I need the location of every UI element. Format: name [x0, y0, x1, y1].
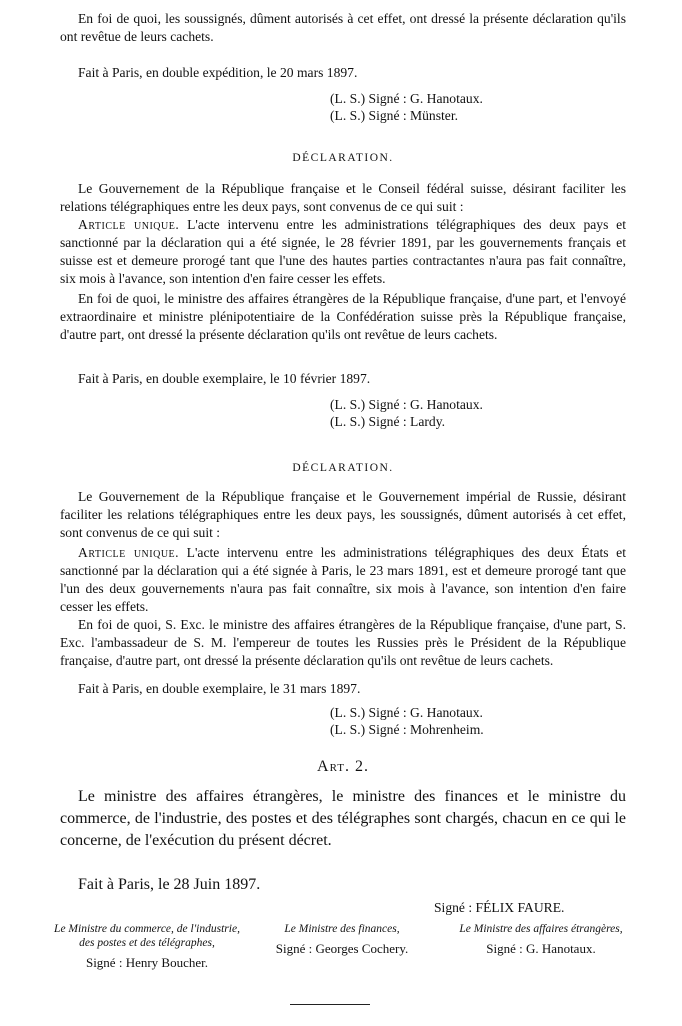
signature-block: [330, 704, 484, 738]
signature-line: (L. S.) Signé : Lardy.: [330, 414, 446, 429]
decree-article-text: Le ministre des affaires étrangères, le ministre des finances et le ministre du commerce, de l'industrie, des postes et des télégraphes sont chargés, chacun en ce qui le concerne, de l'exécution du présent décret.: [60, 788, 626, 849]
closing-paragraph: En foi de quoi, les soussignés, dûment autorisés à cet effet, ont dressé la présente déclaration qu'ils ont revêtue de leurs cachets.: [60, 11, 626, 44]
minister-title: Le Ministre des finances,: [284, 923, 400, 935]
article-paragraph: [60, 544, 626, 616]
declaration-heading: DÉCLARATION.: [292, 152, 394, 164]
article-text: L'acte intervenu entre les administrations télégraphiques des deux États et sanctionné par la déclaration qui a été signée à Paris, le 23 mars 1891, est et demeure prorogé tant que l'un des deux gouvernements n'aura pas fait connaître, six mois à l'avance, son intention d'en faire cesser les effets.: [60, 545, 626, 614]
signature-block: [330, 396, 483, 430]
minister-foreign-affairs: [452, 922, 630, 956]
article-paragraph: [60, 216, 626, 288]
minister-signature: Signé : Henry Boucher.: [85, 955, 209, 970]
date-line: Fait à Paris, en double exemplaire, le 31 mars 1897.: [78, 681, 361, 696]
date-line: Fait à Paris, en double expédition, le 20 mars 1897.: [78, 65, 358, 80]
minister-commerce: [52, 922, 242, 970]
minister-signature: Signé : Georges Cochery.: [275, 941, 409, 956]
in-witness-paragraph: En foi de quoi, le ministre des affaires étrangères de la République française, d'une part, et l'envoyé extraordinaire et ministre plénipotentiaire de la Confédération suisse près la République française, d'autre part, ont dressé la présente déclaration qu'ils ont revêtue de leurs cachets.: [60, 291, 626, 342]
minister-title: Le Ministre des affaires étrangères,: [459, 923, 623, 935]
article-text: L'acte intervenu entre les administrations télégraphiques des deux pays et sanctionné par la déclaration qui a été signée, le 28 février 1891, par les gouvernements français et suisse est et demeure prorogé tant que l'une des hautes parties contractantes n'aura pas fait connaître, six mois à l'avance, son intention d'en faire cesser les effets.: [60, 217, 626, 286]
signature-line: (L. S.) Signé : Mohrenheim.: [330, 722, 484, 737]
closing-rule: [290, 1004, 370, 1005]
minister-title: Le Ministre du commerce, de l'industrie, des postes et des télégraphes,: [54, 923, 240, 949]
signature-block: [330, 90, 483, 124]
signature-line: (L. S.) Signé : G. Hanotaux.: [330, 91, 483, 106]
article-label: Article unique.: [78, 545, 180, 560]
article-heading: Art. 2.: [317, 758, 369, 775]
minister-signature: Signé : G. Hanotaux.: [486, 941, 596, 956]
decree-date-line: Fait à Paris, le 28 Juin 1897.: [78, 876, 261, 893]
article-label: Article unique.: [78, 217, 180, 232]
declaration-intro: Le Gouvernement de la République française et le Gouvernement impérial de Russie, désirant faciliter les relations télégraphiques entre les deux pays, les soussignés, dûment autorisés à cet effet, sont convenus de ce qui suit :: [60, 489, 626, 540]
ministers-signatures: [52, 922, 630, 992]
declaration-intro: Le Gouvernement de la République française et le Conseil fédéral suisse, désirant faciliter les relations télégraphiques entre les deux pays, sont convenus de ce qui suit :: [60, 181, 626, 214]
in-witness-paragraph: En foi de quoi, S. Exc. le ministre des affaires étrangères de la République française, d'une part, S. Exc. l'ambassadeur de S. M. l'empereur de toutes les Russies près le Président de la République française, d'autre part, ont dressé la présente déclaration qu'ils ont revêtue de leurs cachets.: [60, 617, 626, 668]
signature-line: (L. S.) Signé : Münster.: [330, 108, 459, 123]
president-signature: Signé : FÉLIX FAURE.: [434, 900, 565, 915]
signature-line: (L. S.) Signé : G. Hanotaux.: [330, 397, 483, 412]
declaration-heading: DÉCLARATION.: [292, 462, 394, 474]
date-line: Fait à Paris, en double exemplaire, le 10 février 1897.: [78, 371, 371, 386]
signature-line: (L. S.) Signé : G. Hanotaux.: [330, 705, 483, 720]
minister-finances: [252, 922, 432, 956]
